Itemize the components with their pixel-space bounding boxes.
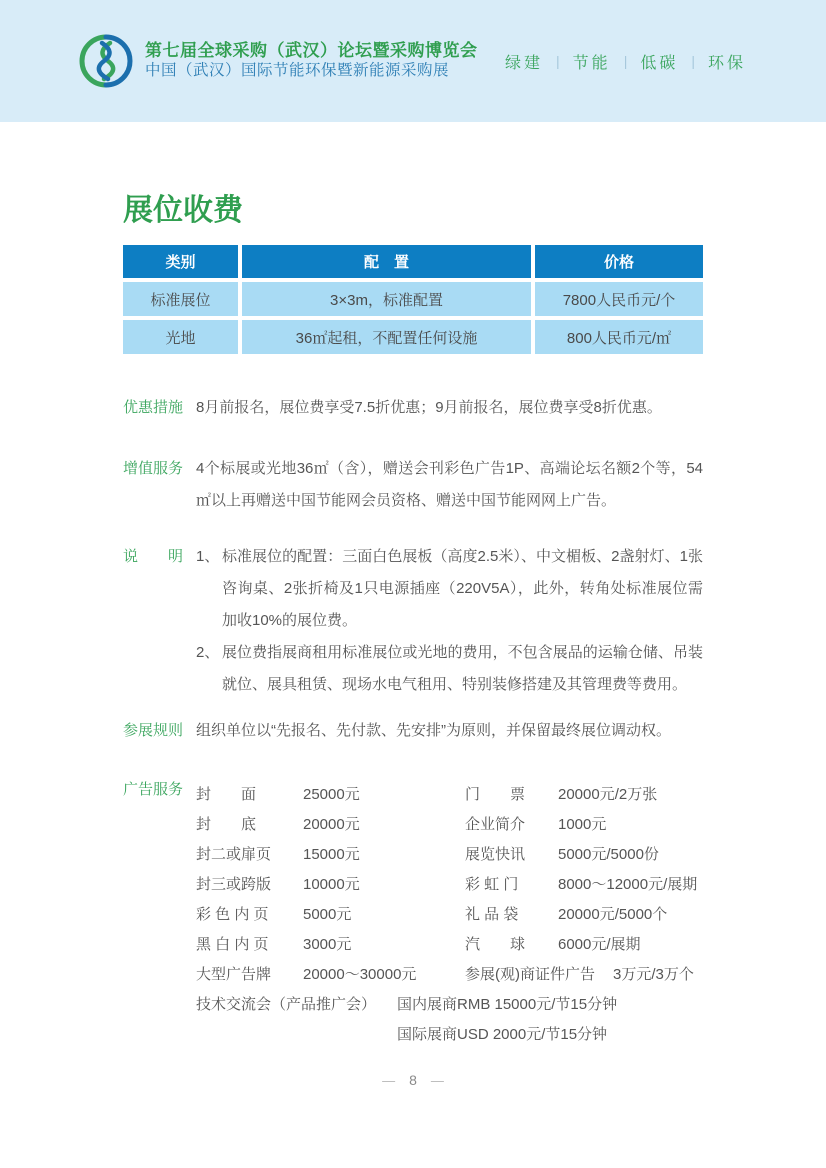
ad-item-name: 企业简介 xyxy=(465,816,526,833)
ad-item-name: 封二或扉页 xyxy=(196,846,272,863)
table-cell-price: 800人民币元/㎡ xyxy=(535,320,703,354)
ad-item-price: 5000元/5000份 xyxy=(558,846,659,863)
ad-row-tech xyxy=(196,1020,703,1050)
ad-row xyxy=(196,840,703,870)
table-header-category: 类别 xyxy=(123,245,238,278)
section-rules xyxy=(123,721,703,741)
ad-item-name: 彩 虹 门 xyxy=(465,876,519,893)
section-notes xyxy=(123,541,703,701)
tag-low-carbon: 低碳 xyxy=(640,54,679,72)
section-text: 8月前报名，展位费享受7.5折优惠；9月前报名，展位费享受8折优惠。 xyxy=(196,399,662,416)
page-number: 8 xyxy=(409,1072,417,1088)
ad-item-price: 20000～30000元 xyxy=(303,966,417,983)
expo-logo-icon xyxy=(78,33,134,89)
table-header-configuration: 配 置 xyxy=(242,245,531,278)
section-text: 4个标展或光地36㎡（含），赠送会刊彩色广告1P、高端论坛名额2个等，54㎡以上再赠送中国节能网会员资格、赠送中国节能网网上广告。 xyxy=(196,460,703,509)
ad-item-name-spacer xyxy=(196,1020,397,1050)
ad-row xyxy=(196,870,703,900)
header-subtitle: 中国（武汉）国际节能环保暨新能源采购展 xyxy=(145,62,450,79)
ad-item-price: 15000元 xyxy=(303,846,360,863)
note-text: 标准展位的配置：三面白色展板（高度2.5米）、中文楣板、2盏射灯、1张咨询桌、2张折椅及1只电源插座（220V5A），此外，转角处标准展位需加收10%的展位费。 xyxy=(222,548,703,629)
note-item xyxy=(196,637,703,701)
section-label: 广告服务 xyxy=(123,781,184,798)
ad-item-price: 20000元/5000个 xyxy=(558,906,668,923)
section-label: 优惠措施 xyxy=(123,399,184,416)
fee-table xyxy=(123,245,703,354)
ad-item-price: 10000元 xyxy=(303,876,360,893)
footer-dash: — xyxy=(382,1072,396,1088)
ad-item-name: 汽 球 xyxy=(465,936,526,953)
page-footer xyxy=(0,1072,826,1088)
tag-separator: | xyxy=(691,53,695,69)
note-number: 1、 xyxy=(196,548,220,565)
ad-item-name: 封三或跨版 xyxy=(196,876,272,893)
ad-row xyxy=(196,780,703,810)
ad-item-name: 技术交流会（产品推广会） xyxy=(196,996,377,1013)
page-title: 展位收费 xyxy=(123,194,243,227)
main-content xyxy=(123,122,703,1050)
ad-row xyxy=(196,810,703,840)
table-cell-price: 7800人民币元/个 xyxy=(535,282,703,316)
ad-item-name: 礼 品 袋 xyxy=(465,906,519,923)
ad-item-price: 5000元 xyxy=(303,906,352,923)
ad-item-name: 参展(观)商证件广告 xyxy=(465,966,595,983)
note-number: 2、 xyxy=(196,644,220,661)
ad-item-name: 门 票 xyxy=(465,786,526,803)
ad-price-list xyxy=(196,780,703,1050)
header-title: 第七届全球采购（武汉）论坛暨采购博览会 xyxy=(145,41,478,60)
table-cell-category: 标准展位 xyxy=(123,282,238,316)
ad-item-price: 20000元 xyxy=(303,816,360,833)
ad-item-price: 3000元 xyxy=(303,936,352,953)
table-cell-configuration: 36㎡起租，不配置任何设施 xyxy=(242,320,531,354)
section-label: 参展规则 xyxy=(123,722,184,739)
ad-item-name: 彩 色 内 页 xyxy=(196,906,269,923)
ad-item-name: 黑 白 内 页 xyxy=(196,936,269,953)
ad-item-price: 国际展商USD 2000元/节15分钟 xyxy=(397,1026,608,1043)
section-value-added xyxy=(123,453,703,517)
note-text: 展位费指展商租用标准展位或光地的费用，不包含展品的运输仓储、吊装就位、展具租赁、现场水电气租用、特别装修搭建及其管理费等费用。 xyxy=(222,644,703,693)
brand-text xyxy=(145,41,478,81)
section-label: 说 明 xyxy=(123,548,184,565)
ad-item-price: 8000～12000元/展期 xyxy=(558,876,698,893)
section-ad-services xyxy=(123,780,703,1050)
tag-energy-saving: 节能 xyxy=(572,54,611,72)
ad-item-name: 展览快讯 xyxy=(465,846,526,863)
tag-environmental: 环保 xyxy=(707,54,746,72)
ad-row xyxy=(196,900,703,930)
section-label: 增值服务 xyxy=(123,460,184,477)
ad-item-price: 20000元/2万张 xyxy=(558,786,658,803)
ad-item-name: 封 面 xyxy=(196,786,257,803)
tag-green-building: 绿建 xyxy=(505,54,544,72)
ad-item-price: 国内展商RMB 15000元/节15分钟 xyxy=(397,996,618,1013)
ad-item-price: 3万元/3万个 xyxy=(613,966,694,983)
ad-row xyxy=(196,960,703,990)
footer-dash: — xyxy=(430,1072,444,1088)
ad-item-name: 大型广告牌 xyxy=(196,966,272,983)
ad-item-price: 25000元 xyxy=(303,786,360,803)
ad-item-price: 1000元 xyxy=(558,816,607,833)
page-header xyxy=(0,0,826,122)
note-item xyxy=(196,541,703,637)
section-discounts xyxy=(123,398,703,418)
tag-separator: | xyxy=(623,53,628,69)
ad-item-name: 封 底 xyxy=(196,816,257,833)
ad-row xyxy=(196,930,703,960)
table-header-price: 价格 xyxy=(535,245,703,278)
tag-separator: | xyxy=(556,53,560,69)
notes-list xyxy=(196,541,703,701)
ad-row-tech xyxy=(196,990,703,1020)
table-cell-configuration: 3×3m，标准配置 xyxy=(242,282,531,316)
section-text: 组织单位以“先报名、先付款、先安排”为原则，并保留最终展位调动权。 xyxy=(196,722,671,739)
header-tags xyxy=(505,50,746,73)
brand xyxy=(78,33,478,89)
table-cell-category: 光地 xyxy=(123,320,238,354)
ad-item-price: 6000元/展期 xyxy=(558,936,641,953)
